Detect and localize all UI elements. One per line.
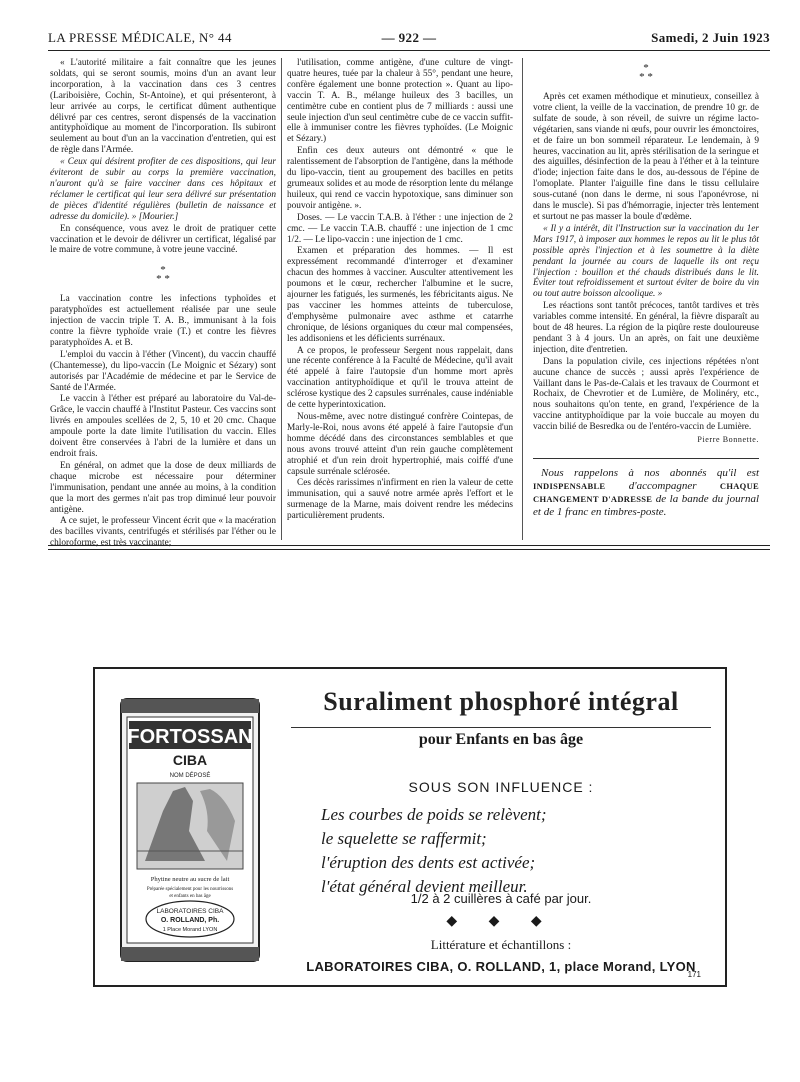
paragraph: Ces décès rarissimes n'infirment en rien la valeur de cette immunisation, qui a sauvé notre armée après l'effort et le surmenage de la Marne, mais doivent rendre les médecins particulièrement prudents. (287, 478, 513, 522)
notice-text: Nous rappelons à nos abonnés qu'il est (541, 467, 759, 479)
ad-benefit-line: l'éruption des dents est activée; (321, 853, 536, 872)
notice-rule (533, 458, 759, 459)
column-separator (281, 58, 282, 540)
column-separator (522, 58, 523, 540)
paragraph: A ce sujet, le professeur Vincent écrit que « la macération des bacilles vivants, centrifugés et stérilisés par l'éther ou le chloroforme, est très vaccinante; (50, 516, 276, 549)
notice-text: d'accompagner (628, 480, 697, 492)
section-rule (48, 545, 770, 546)
ad-benefit-line: le squelette se raffermit; (321, 829, 487, 848)
paragraph: A ce propos, le professeur Sergent nous rappelait, dans une récente conférence à la Faculté de Médecine, qu'il avait été appelé à faire l'autopsie d'un homme mort après vaccination antityphoïdique et qu'il le trouva atteint de sclérose kystique des 2 capsules surrénales, cause indéniable de cette hyperintoxication. (287, 345, 513, 411)
ad-title: Suraliment phosphoré intégral (323, 687, 679, 716)
paragraph: Après cet examen méthodique et minutieux, conseillez à votre client, la veille de la vaccination, de prendre 10 gr. de sulfate de soude, à son réveil, de suivre un régime lacto-végétarien, sans viande ni œufs, pour ouvrir les émonctoires, et de faire un bon sommeil réparateur. Le lendemain, à 9 heures, vaccination au lit, après stérilisation de la seringue et des aiguilles, désinfection de la peau à l'éther et à la teinture d'iode; injection faite dans le dos, au-dessous de l'épine de l'omoplate. Planter l'aiguille fine dans le tissu cellulaire sous-cutané (non dans le derme, ni sous l'aponévrose, ni dans le muscle). Si pas d'hémorragie, injecter très lentement et surtout ne pas masser la boule d'œdème. (533, 92, 759, 222)
ad-laboratory-address: LABORATOIRES CIBA, O. ROLLAND, 1, place Morand, LYON (306, 959, 696, 974)
ad-benefit-line: Les courbes de poids se relèvent; (321, 805, 547, 824)
can-lab: O. ROLLAND, Ph. (160, 917, 220, 924)
ad-literature: Littérature et échantillons : (430, 937, 572, 952)
paragraph: « Ceux qui désirent profiter de ces dispositions, qui leur éviteront de subir au corps la première vaccination, n'auront qu'à se faire vacciner dans ces hôpitaux et réclamer le certificat qui leur sera délivré sur présentation de pièces d'identité régulières (bulletin de naissance et adresse du domicile). » [Mourier.] (50, 157, 276, 222)
fortossan-advertisement (93, 667, 727, 987)
paragraph: En général, on admet que la dose de deux milliards de chaque microbe est nécessaire pour déterminer l'immunisation, pendant une année au moins, à la condition que la mort des germes n'ait pas trop diminué leur pouvoir antigène. (50, 460, 276, 515)
ad-benefit-line: l'état général devient meilleur. (321, 877, 528, 896)
diamond-ornaments: ◆ ◆ ◆ (446, 914, 556, 929)
journal-title: LA PRESSE MÉDICALE, N° 44 (48, 30, 232, 45)
notice-emphasis: INDISPENSABLE (533, 481, 606, 491)
can-deposit: NOM DÉPOSÉ (169, 773, 211, 779)
paragraph: L'emploi du vaccin à l'éther (Vincent), du vaccin chauffé (Chantemesse), du lipo-vaccin (Le Moignic et Sézary) sont autorisés par l'Académie de médecine et par le Service de Santé de l'Armée. (50, 349, 276, 393)
header-rule (48, 50, 770, 51)
notice-emphasis: CHAQUE CHANGEMENT D'ADRESSE (533, 481, 759, 504)
can-brand: FORTOSSAN (127, 726, 253, 748)
paragraph: En conséquence, vous avez le droit de pratiquer cette vaccination et le devoir de délivrer un certificat, légalisé par le maire de votre commune, à votre jeune vacciné. (50, 223, 276, 256)
can-maker: CIBA (172, 752, 208, 768)
column-2 (287, 58, 513, 523)
ad-dosage: 1/2 à 2 cuillères à café par jour. (410, 891, 592, 906)
can-lab: 1 Place Morand LYON (162, 927, 218, 933)
ad-influence-heading: SOUS SON INFLUENCE : (408, 779, 594, 795)
paragraph: Le vaccin à l'éther est préparé au laboratoire du Val-de-Grâce, le vaccin chauffé à l'Institut Pasteur. Ces vaccins sont livrés en ampoules scellées de 2, 5, 10 et 20 cmc. Chaque ampoule porte la date limite l'utilisation du vaccin. Elles doivent être conservées à l'abri de la lumière et dans un endroit frais. (50, 394, 276, 459)
asterism-divider: * * * (156, 264, 170, 286)
section-rule (48, 549, 770, 550)
paragraph: Dans la population civile, ces injections répétées n'ont aucune chance de succès ; aussi après l'expérience de Vaillant dans le Pas-de-Calais et les travaux de Courmont et Rochaix, de Chevrotier et de Lumière, de Molinéry, etc., nous souhaitons qu'on tente, en grand, l'expérience de la vaccine antityphoïdique par la voie buccale au moyen du vaccin bilié de Besredka ou de l'entéro-vaccin de Lumière. (533, 356, 759, 433)
ad-title-rule (291, 727, 711, 728)
column-3 (533, 58, 759, 519)
ad-benefit-lines (321, 803, 721, 899)
can-desc: Préparée spécialement pour les nourrissons (146, 887, 234, 892)
notice-text: de la bande du journal et de 1 franc en timbres-poste. (533, 493, 760, 518)
paragraph: La vaccination contre les infections typhoïdes et paratyphoïdes est actuellement réalisée par une seule injection de vaccin triple T. A. B., immunisant à la fois contre la fièvre typhoïde vraie (T.) et contre les fièvres paratyphoïdes A. et B. (50, 294, 276, 348)
column-1 (50, 58, 276, 550)
issue-date: Samedi, 2 Juin 1923 (651, 30, 770, 45)
can-desc: Phytine neutre au sucre de lait (150, 876, 230, 883)
paragraph: « L'autorité militaire a fait connaître que les jeunes soldats, qui se seront soumis, moins d'un an avant leur incorporation, à la vaccination dans ces 3 centres (Lariboisière, Cochin, St-Antoine), et qui présenteront, à leur arrivée au corps, le certificat dûment authentique délivré par ces centres, seront dispensés de la vaccination antityphoïdique au moment de l'incorporation. Ils subiront seulement au bout d'un an la vaccination d'entretien, qui est de règle dans l'Armée. (50, 58, 276, 156)
paragraph: Enfin ces deux auteurs ont démontré « que le ralentissement de l'absorption de l'antigène, dans la méthode du lipo-vaccin, tient au groupement des bacilles en petits grumeaux solides et au mode de résorption lente du mélange huileux, qui rend ce vaccin hypotoxique, sans diminuer son pouvoir antigène. ». (287, 146, 513, 211)
paragraph: « Il y a intérêt, dit l'Instruction sur la vaccination du 1er Mars 1917, à imposer aux hommes le repos au lit le plus tôt possible après l'injection et à les soumettre à la diète pendant la journée au cours de laquelle ils ont reçu l'injection : bouillon et thé chauds distribués dans le lit. Éviter tout refroidissement et surtout éviter de boire du vin ou tout autre boisson alcoolique. » (533, 223, 759, 300)
can-lab: LABORATOIRES CIBA (156, 908, 224, 915)
paragraph: Doses. — Le vaccin T.A.B. à l'éther : une injection de 2 cmc. — Le vaccin T.A.B. chauffé : une injection de 1 cmc 1/2. — Le lipo-vaccin : une injection de 1 cmc. (287, 212, 513, 245)
subscriber-notice (533, 467, 759, 519)
asterism-divider: * * * (639, 62, 653, 83)
fortossan-tin-illustration (115, 691, 265, 966)
paragraph: Les réactions sont tantôt précoces, tantôt tardives et très variables comme intensité. En général, la fièvre disparaît au bout de 48 heures. La région de la piqûre reste douloureuse pendant 3 à 4 jours. Un an après, on fait une deuxième injection, dite d'entretien. (533, 301, 759, 355)
page-header (48, 30, 770, 52)
can-desc: et enfants en bas âge (169, 894, 211, 899)
paragraph: Nous-même, avec notre distingué confrère Cointepas, de Marly-le-Roi, nous avons été appelé à faire l'autopsie d'un homme décédé dans des circonstances semblables et que nous avons trouvé atteint d'un rein gauche complètement atrophié et d'un rein droit hypertrophié, mais coiffé d'une capsule surrénale sclérosée. (287, 412, 513, 477)
ad-reference-number: 171 (687, 970, 701, 979)
paragraph: l'utilisation, comme antigène, d'une culture de vingt-quatre heures, tuée par la chaleur à 55°, pendant une heure, confère également une bonne protection ». Quant au lipo-vaccin T. A. B., mélange huileux des 3 bacilles, un centimètre cube en contient plus de 7 milliards : aussi une seule injection d'un seul centimètre cube de ce vaccin suffit-elle à immuniser contre les fièvres typhoïdes. (Le Moignic et Sézary.) (287, 58, 513, 145)
author-signature: Pierre Bonnette. (697, 435, 759, 445)
paragraph: Examen et préparation des hommes. — Il est expressément recommandé d'interroger et d'examiner chacun des hommes à vacciner. Ausculter attentivement les poumons et le cœur, rechercher l'albumine et le sucre, ajourner les fatigués, les surmenés, les fébricitants aigus. Ne pas vacciner les hommes atteints de tuberculose, d'emphysème pulmonaire avec asthme et catarrhe chronique, de lésions organiques du cœur mal compensées, les addisoniens et les déficients surrénaux. (287, 246, 513, 344)
ad-subtitle: pour Enfants en bas âge (418, 731, 584, 748)
page-number: — 922 — (381, 30, 437, 45)
